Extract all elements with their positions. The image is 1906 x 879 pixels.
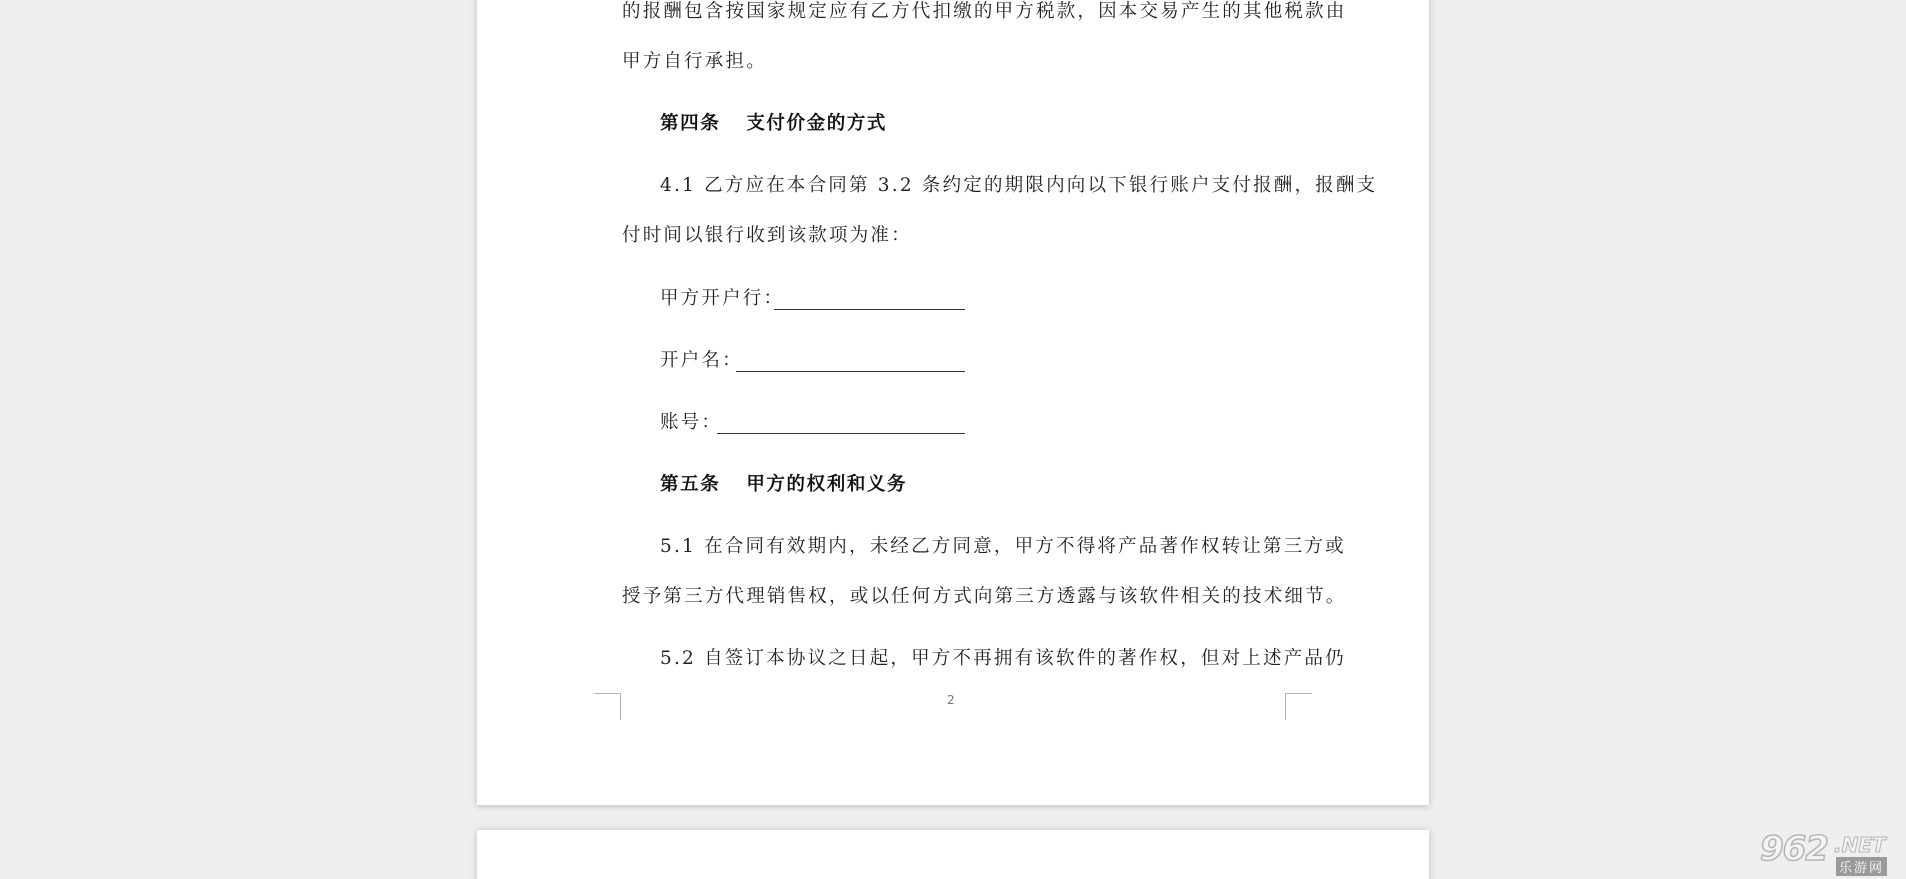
account-number-blank <box>717 433 965 434</box>
section-number: 第四条 <box>660 113 721 134</box>
watermark-number: 962 <box>1760 829 1828 869</box>
section-number: 第五条 <box>660 474 721 495</box>
watermark-site-name: 乐游网 <box>1836 857 1887 876</box>
paragraph-line: 甲方自行承担。 <box>622 51 767 72</box>
paragraph-line: 5.1 在合同有效期内，未经乙方同意，甲方不得将产品著作权转让第三方或 <box>660 536 1346 557</box>
paragraph-line: 的报酬包含按国家规定应有乙方代扣缴的甲方税款，因本交易产生的其他税款由 <box>622 1 1347 22</box>
bank-label: 甲方开户行： <box>660 288 785 309</box>
account-name-label: 开户名： <box>660 350 743 371</box>
section-heading-4 <box>660 112 887 136</box>
document-page <box>477 0 1429 805</box>
account-name-blank <box>736 371 965 372</box>
watermark-net: .NET <box>1834 833 1886 857</box>
paragraph-line: 5.2 自签订本协议之日起，甲方不再拥有该软件的著作权，但对上述产品仍 <box>660 648 1346 669</box>
section-heading-5 <box>660 473 907 497</box>
bank-blank <box>774 309 965 310</box>
section-title: 甲方的权利和义务 <box>746 474 908 495</box>
document-page <box>477 830 1429 879</box>
paragraph-line: 4.1 乙方应在本合同第 3.2 条约定的期限内向以下银行账户支付报酬，报酬支 <box>660 175 1378 196</box>
site-watermark-logo <box>1760 829 1900 875</box>
paragraph-line: 授予第三方代理销售权，或以任何方式向第三方透露与该软件相关的技术细节。 <box>622 586 1347 607</box>
page-number: 2 <box>947 693 955 707</box>
account-number-label: 账号： <box>660 412 723 433</box>
section-title: 支付价金的方式 <box>746 113 888 134</box>
margin-corner-mark <box>1285 693 1312 720</box>
paragraph-line: 付时间以银行收到该款项为准： <box>622 225 912 246</box>
margin-corner-mark <box>594 693 621 720</box>
